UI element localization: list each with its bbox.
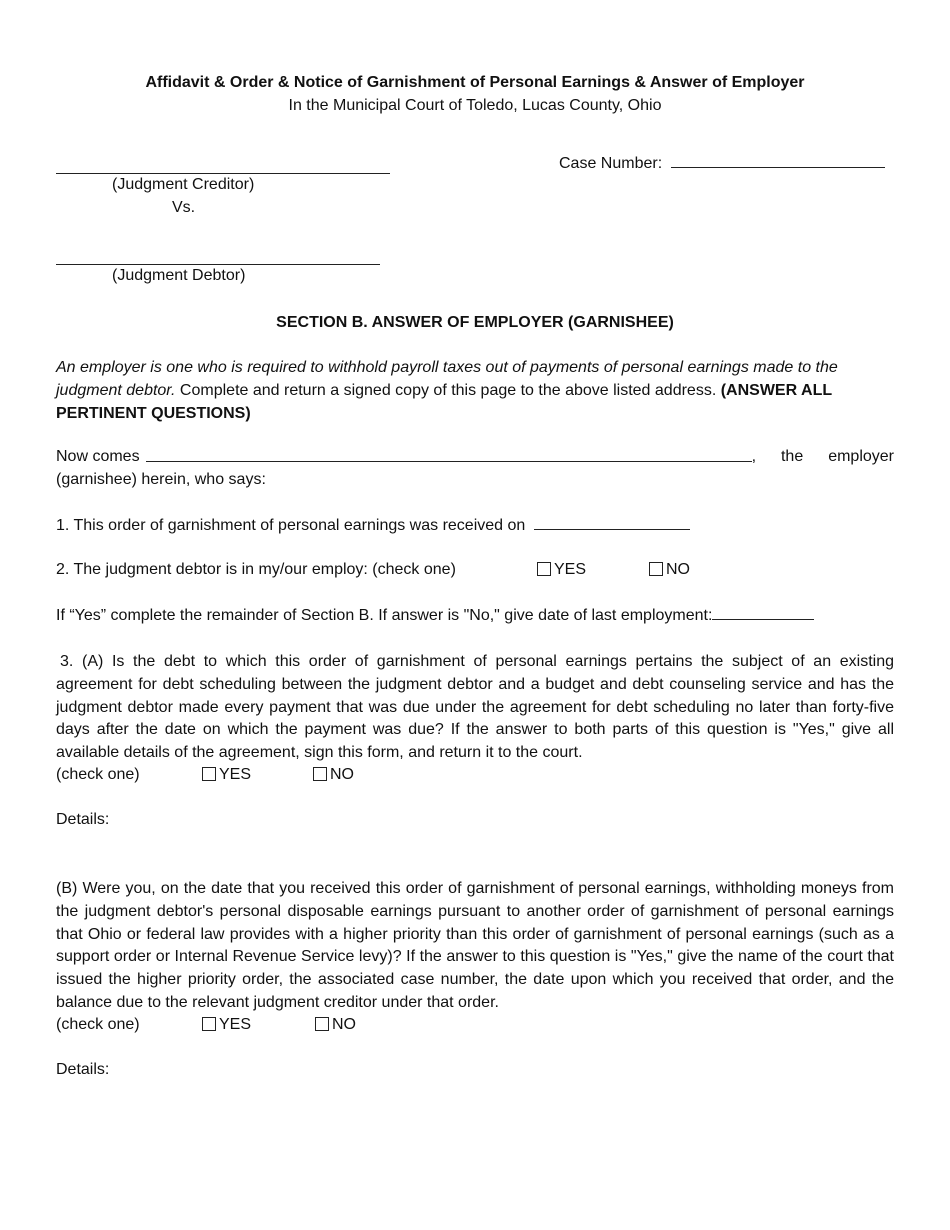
judgment-debtor-label: (Judgment Debtor) <box>112 267 246 284</box>
case-number-row <box>559 154 885 173</box>
q3b-yes-checkbox[interactable] <box>202 1017 216 1031</box>
q3a-details-label: Details: <box>56 811 110 828</box>
question-1-text: 1. This order of garnishment of personal earnings was received on <box>56 517 526 534</box>
section-b-heading: SECTION B. ANSWER OF EMPLOYER (GARNISHEE) <box>276 314 674 331</box>
q2-no-option[interactable] <box>649 561 690 579</box>
court-subtitle: In the Municipal Court of Toledo, Lucas County, Ohio <box>288 97 662 114</box>
intro-paragraph <box>56 357 894 425</box>
q3a-yes-label: YES <box>219 766 252 783</box>
q3a-yes-option[interactable] <box>202 766 251 784</box>
question-3b: (B) Were you, on the date that you received this order of garnishment of personal earnings, withholding moneys from the judgment debtor's personal disposable earnings pursuant to another order of garnishment of personal earnings that Ohio or federal law provides with a higher priority than this order of garnishment of personal earnings (such as a support order or Internal Revenue Service levy)? If the answer to this question is "Yes," give the name of the court that issued the higher priority order, the associated case number, the date upon which you received that order, and the balance due to the relevant judgment creditor under that order. <box>56 880 894 1011</box>
case-number-label: Case Number: <box>559 155 663 172</box>
intro-bold: (ANSWER ALL PERTINENT QUESTIONS) <box>56 381 832 422</box>
employer-name-field[interactable] <box>146 448 752 462</box>
q2-no-checkbox[interactable] <box>649 562 663 576</box>
document-title: Affidavit & Order & Notice of Garnishment of Personal Earnings & Answer of Employer <box>145 74 805 91</box>
q2-yes-label: YES <box>554 561 587 578</box>
q3a-check-one: (check one) <box>56 766 140 783</box>
now-comes-pre: Now comes <box>56 448 140 465</box>
q2-yes-checkbox[interactable] <box>537 562 551 576</box>
q3a-yes-checkbox[interactable] <box>202 767 216 781</box>
intro-italic: An employer is one who is required to withhold payroll taxes out of payments of personal earnings made to the judgment debtor. <box>56 359 838 399</box>
q3b-yes-option[interactable] <box>202 1016 251 1034</box>
q2-yes-option[interactable] <box>537 561 586 579</box>
received-date-field[interactable] <box>534 516 690 530</box>
last-employment-date-field[interactable] <box>712 606 814 620</box>
q3b-no-checkbox[interactable] <box>315 1017 329 1031</box>
case-number-field[interactable] <box>671 154 885 168</box>
versus-label: Vs. <box>172 199 196 216</box>
q3b-no-option[interactable] <box>315 1016 356 1034</box>
question-2-text: 2. The judgment debtor is in my/our employ: (check one) <box>56 561 456 578</box>
if-yes-text: If “Yes” complete the remainder of Section B. If answer is "No," give date of last employment: <box>56 607 713 624</box>
q3b-no-label: NO <box>332 1016 356 1033</box>
q2-no-label: NO <box>666 561 690 578</box>
judgment-creditor-label: (Judgment Creditor) <box>112 176 255 193</box>
question-3a: 3. (A) Is the debt to which this order of garnishment of personal earnings pertains the subject of an existing agreement for debt scheduling between the judgment debtor and a budget and debt counseling service and has the judgment debtor made every payment that was due under the agreement for debt scheduling no later than forty-five days after the date on which the payment was due? If the answer to both parts of this question is "Yes," give all available details of the agreement, sign this form, and return it to the court. <box>56 653 894 762</box>
q3a-no-option[interactable] <box>313 766 354 784</box>
judgment-creditor-line[interactable] <box>56 156 390 174</box>
now-comes-post-wrap: , the employer <box>751 448 894 465</box>
intro-plain: Complete and return a signed copy of this page to the above listed address. <box>175 381 721 399</box>
now-comes-row <box>56 448 894 466</box>
now-comes-continuation: (garnishee) herein, who says: <box>56 471 266 488</box>
if-yes-row <box>56 606 814 625</box>
q3b-yes-label: YES <box>219 1016 252 1033</box>
q3b-check-one: (check one) <box>56 1016 140 1033</box>
question-1 <box>56 516 690 535</box>
q3b-details-label: Details: <box>56 1061 110 1078</box>
judgment-debtor-line[interactable] <box>56 247 380 265</box>
q3a-no-checkbox[interactable] <box>313 767 327 781</box>
q3a-no-label: NO <box>330 766 354 783</box>
